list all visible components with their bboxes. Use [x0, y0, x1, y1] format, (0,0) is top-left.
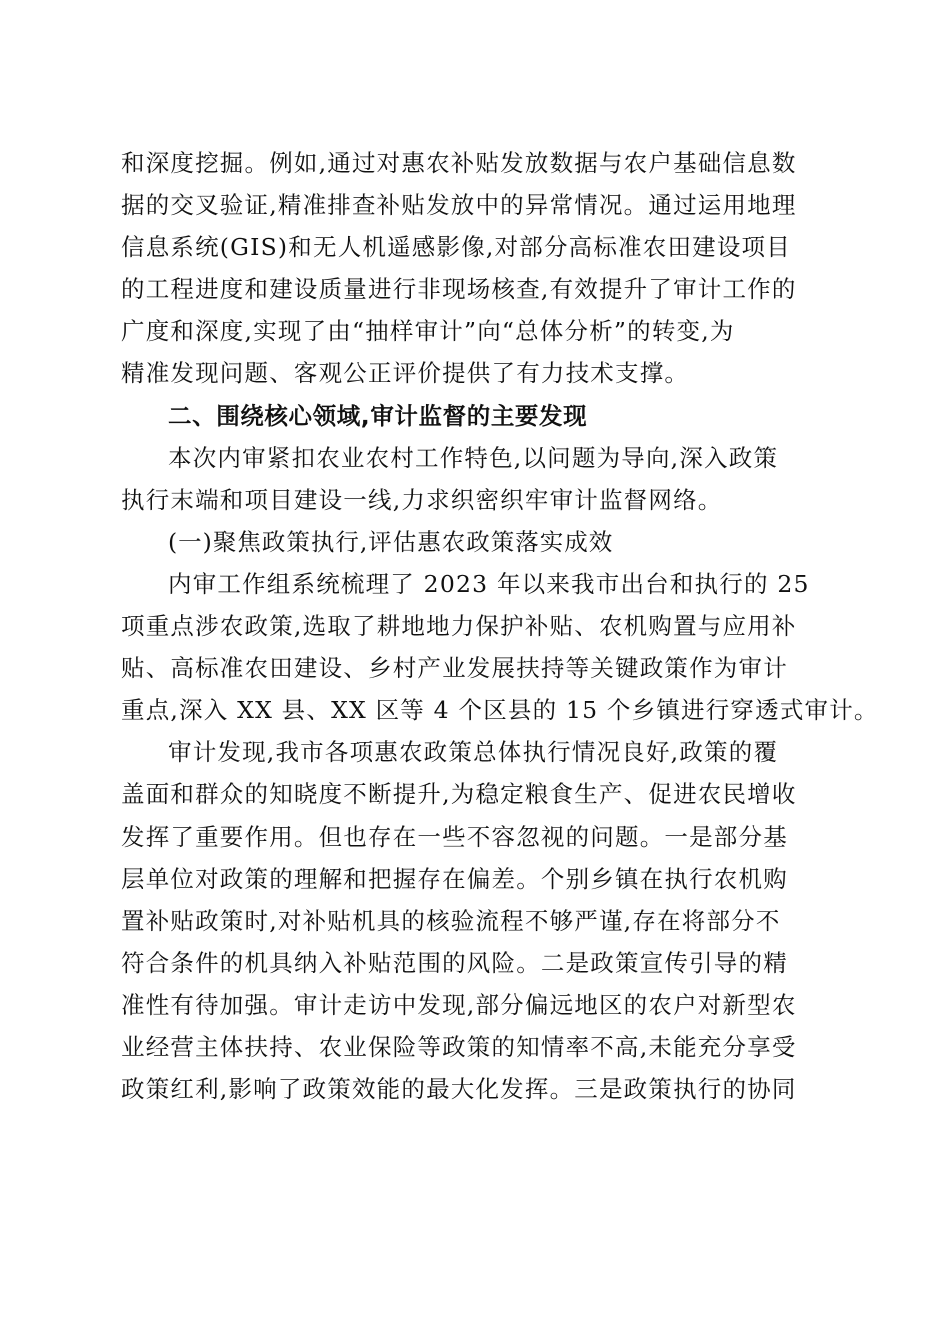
text-line: 发挥了重要作用。但也存在一些不容忽视的问题。一是部分基	[121, 822, 788, 851]
text-line: 和深度挖掘。例如,通过对惠农补贴发放数据与农户基础信息数	[121, 149, 797, 177]
subsection-heading: (一)聚焦政策执行,评估惠农政策落实成效	[168, 527, 614, 556]
text-line: 项重点涉农政策,选取了耕地地力保护补贴、农机购置与应用补	[121, 612, 797, 641]
text-line: 业经营主体扶持、农业保险等政策的知情率不高,未能充分享受	[121, 1032, 797, 1061]
text-line: 信息系统(GIS)和无人机遥感影像,对部分高标准农田建设项目	[121, 233, 791, 262]
text-line: 精准发现问题、客观公正评价提供了有力技术支撑。	[121, 359, 690, 388]
document-body	[121, 142, 879, 1110]
text-line: 盖面和群众的知晓度不断提升,为稳定粮食生产、促进农民增收	[121, 780, 797, 809]
text-line: 贴、高标准农田建设、乡村产业发展扶持等关键政策作为审计	[121, 654, 788, 683]
text-line: 重点,深入 XX 县、XX 区等 4 个区县的 15 个乡镇进行穿透式审计。	[121, 696, 879, 725]
text-line: 符合条件的机具纳入补贴范围的风险。二是政策宣传引导的精	[121, 948, 788, 977]
text-line: 执行末端和项目建设一线,力求织密织牢审计监督网络。	[121, 485, 723, 514]
paragraph-first-line: 本次内审紧扣农业农村工作特色,以问题为导向,深入政策	[168, 443, 779, 472]
section-heading: 二、围绕核心领域,审计监督的主要发现	[168, 401, 588, 430]
text-line: 准性有待加强。审计走访中发现,部分偏远地区的农户对新型农	[121, 990, 797, 1019]
text-line: 置补贴政策时,对补贴机具的核验流程不够严谨,存在将部分不	[121, 906, 781, 935]
paragraph-first-line: 审计发现,我市各项惠农政策总体执行情况良好,政策的覆	[168, 738, 779, 767]
paragraph-first-line: 内审工作组系统梳理了 2023 年以来我市出台和执行的 25	[168, 569, 810, 598]
text-line: 广度和深度,实现了由“抽样审计”向“总体分析”的转变,为	[121, 317, 735, 346]
text-line: 的工程进度和建设质量进行非现场核查,有效提升了审计工作的	[121, 275, 797, 304]
text-line: 层单位对政策的理解和把握存在偏差。个别乡镇在执行农机购	[121, 864, 788, 893]
text-line: 政策红利,影响了政策效能的最大化发挥。三是政策执行的协同	[121, 1075, 797, 1104]
text-line: 据的交叉验证,精准排查补贴发放中的异常情况。通过运用地理	[121, 191, 797, 220]
